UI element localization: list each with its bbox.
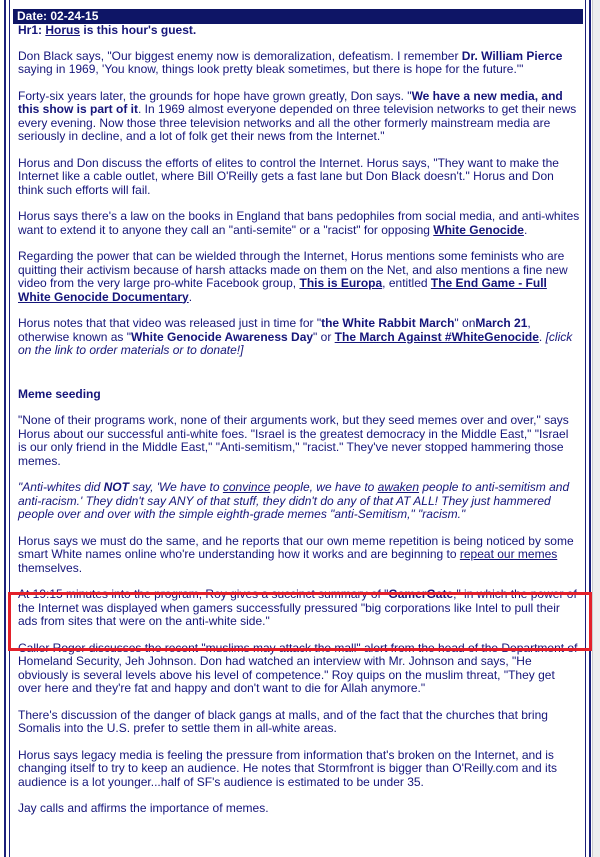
left-border xyxy=(4,0,6,857)
paragraph: Horus and Don discuss the efforts of elites to control the Internet. Horus says, "They want to make the Internet like a cable outlet, where Bill O'Reilly gets a fast lane but Don Black doesn't." Horus and Don think such efforts will fail. xyxy=(18,155,559,197)
right-border-inner xyxy=(585,0,586,857)
march-link[interactable]: The March Against #WhiteGenocide xyxy=(334,329,539,344)
scrollbar[interactable] xyxy=(592,0,600,857)
end-game-link[interactable]: The End Game - Full White Genocide Documentary xyxy=(18,276,547,304)
left-border-inner xyxy=(9,0,10,857)
paragraph: Horus says legacy media is feeling the pressure from information that's broken on the Internet, and is changing itself to try to keep an audience. He notes that Stormfront is bigger than O'Reilly.com and its audience is a lot younger...half of SF's audience is estimated to be under 35. xyxy=(18,747,558,789)
paragraph: There's discussion of the danger of black gangs at malls, and of the fact that the churches that bring Somalis into the U.S. prefer to settle them in all-white areas. xyxy=(18,707,548,735)
hr1-line: Hr1: Horus is this hour's guest. xyxy=(18,23,197,37)
article-body xyxy=(18,24,580,829)
right-border xyxy=(589,0,591,857)
pierce-name: Dr. William Pierce xyxy=(461,48,563,63)
highlight-box xyxy=(8,592,592,651)
paragraph: Horus says there's a law on the books in England that bans pedophiles from social media, and anti-whites want to extend it to anyone they call an "anti-semite" or a "racist" for opposing White Genocide. xyxy=(18,209,580,237)
paragraph: Don Black says, "Our biggest enemy now is demoralization, defeatism. I remember Dr. William Pierce saying in 1969, 'You know, things look pretty bleak sometimes, but there is hope for the future.'" xyxy=(18,48,563,76)
horus-link[interactable]: Horus xyxy=(45,23,81,37)
order-note: [click on the link to order materials or to donate!] xyxy=(18,329,573,357)
gamergate-paragraph: At 19:15 minutes into the program, Roy gives a succinct summary of "GamerGate," in which the power of the Internet was displayed when gamers successfully pressured "big corporations like Intel to pull their ads from sites that were on the anti-white side." xyxy=(18,587,577,628)
this-is-europa-link[interactable]: This is Europa xyxy=(299,276,383,290)
repeat-memes-link[interactable]: repeat our memes xyxy=(459,547,558,561)
paragraph: Forty-six years later, the grounds for hope have grown greatly, Don says. "We have a new media, and this show is part of it. In 1969 almost everyone depended on three television networks to get their news every evening. Now those three television networks and all the other formerly mainstream media are seriously in decline, and a lot of folk get their news from the Internet." xyxy=(18,88,577,143)
paragraph: "None of their programs work, none of their arguments work, but they seed memes over and over," says Horus about our successful anti-white foes. "Israel is the greatest democracy in the Middle East," "Israel is our only friend in the Middle East," "Anti-semitism," "racist." They've never stopped hammering those memes. xyxy=(18,413,569,468)
paragraph: Regarding the power that can be wielded through the Internet, Horus mentions some feminists who are quitting their activism because of harsh attacks made on them on the Net, and also mentions a fine new video from the very large pro-white Facebook group, This is Europa, entitled The End Game - Full White Genocide Documentary. xyxy=(18,249,568,304)
paragraph: Horus says we must do the same, and he reports that our own meme repetition is being noticed by some smart White names online who're understanding how it works and are beginning to repeat our memes themselves. xyxy=(18,533,574,575)
paragraph: Jay calls and affirms the importance of memes. xyxy=(18,801,269,815)
hr1-rest: is this hour's guest. xyxy=(80,23,197,37)
paragraph: Horus notes that that video was released just in time for "the White Rabbit March" onMarch 21, otherwise known as "White Genocide Awareness Day" or The March Against #WhiteGenocide. [click on the link to order materials or to donate!] xyxy=(18,316,573,357)
section-heading: Meme seeding xyxy=(18,386,101,401)
white-genocide-link[interactable]: White Genocide xyxy=(433,222,524,237)
paragraph: "Anti-whites did NOT say, 'We have to convince people, we have to awaken people to anti-semitism and anti-racism.' They didn't say ANY of that stuff, they didn't do any of that AT ALL! They just hammered people over and over with the simple eighth-grade memes "anti-Semitism," "racism." xyxy=(18,480,570,521)
paragraph: Caller Roger discusses the recent "muslims may attack the mall" alert from the head of the Department of Homeland Security, Jeh Johnson. Don had watched an interview with Mr. Johnson and says, "He obviously is several levels above his level of competence." Roy quips on the muslim threat, "They get over here and they're fat and happy and don't want to die for Allah anymore." xyxy=(18,640,578,695)
hr1-label: Hr1 xyxy=(18,23,39,37)
date-header: Date: 02-24-15 xyxy=(13,9,583,24)
